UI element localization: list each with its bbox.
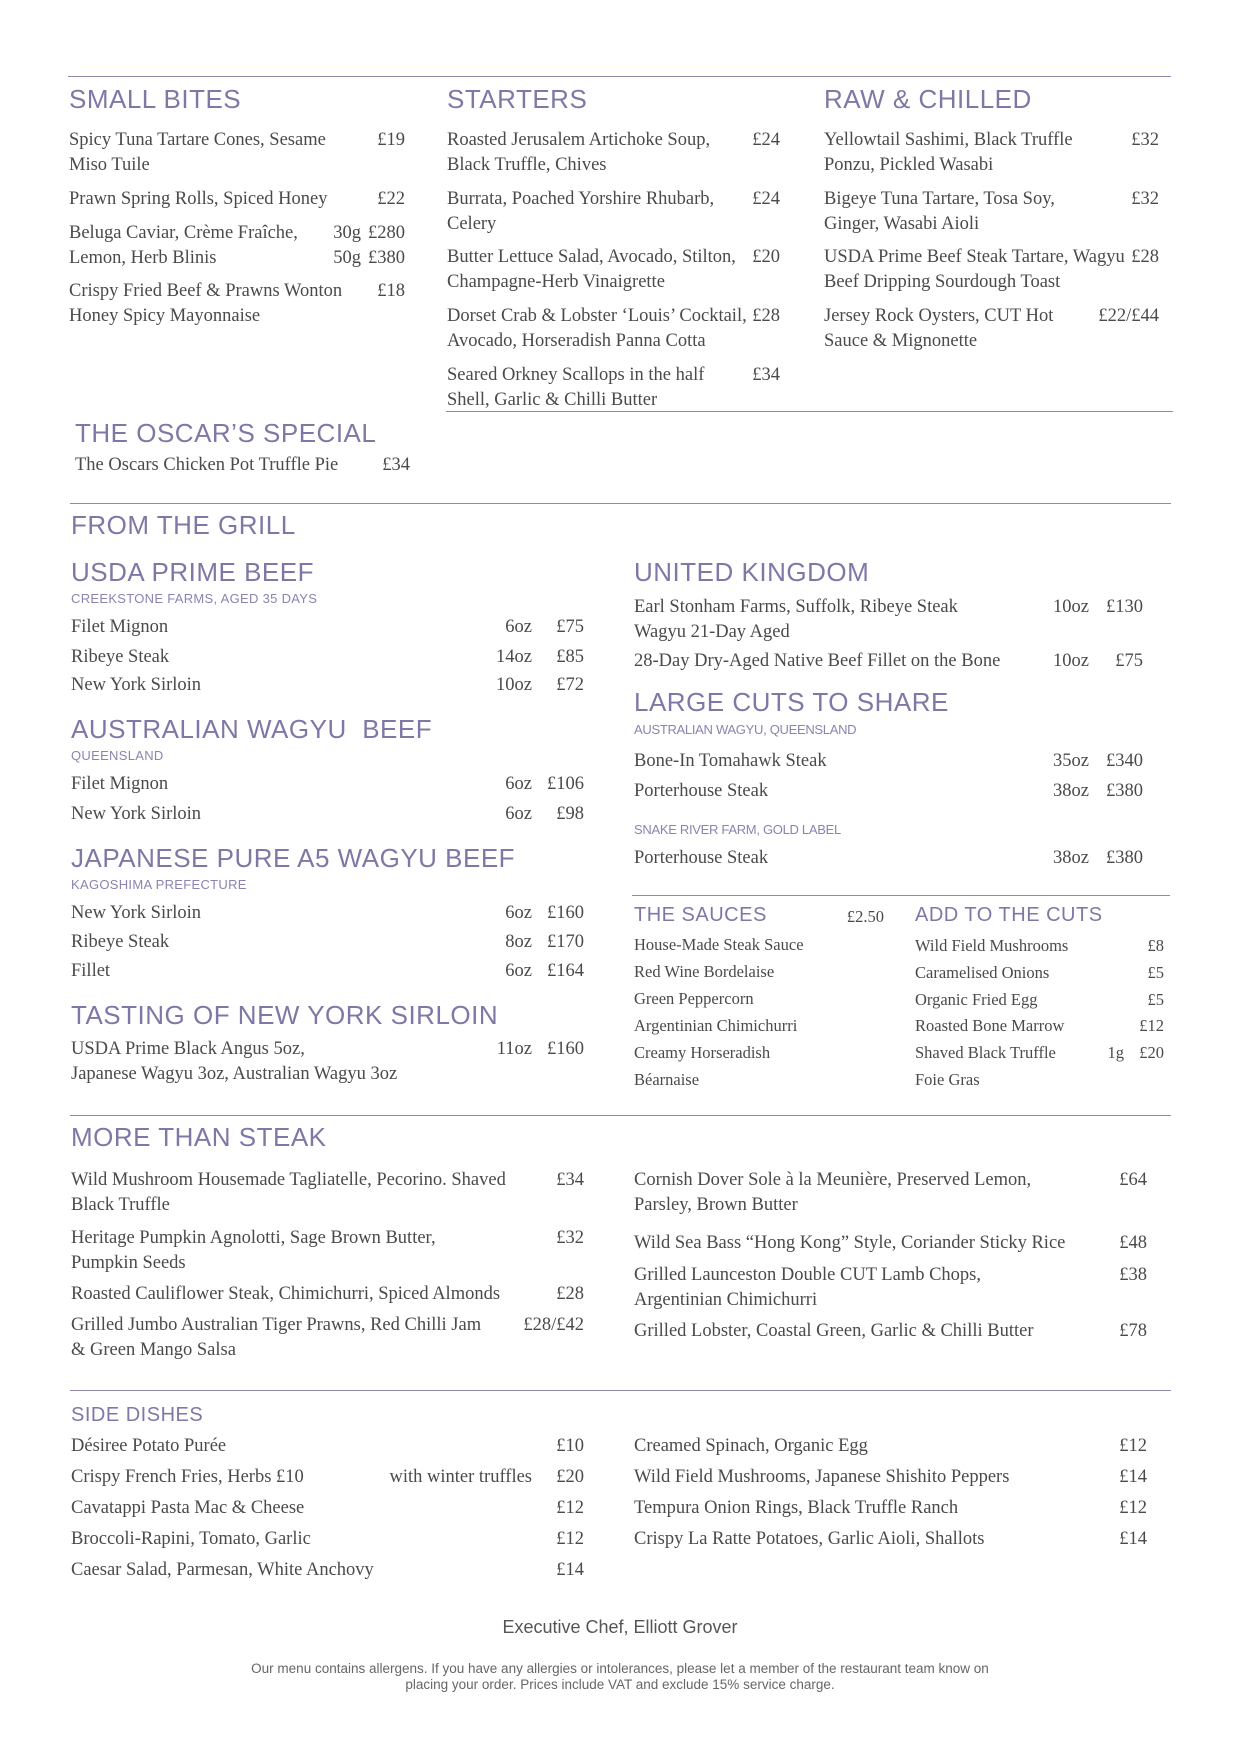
- allergen-notice: Our menu contains allergens. If you have any allergies or intolerances, please let a member of the restaurant team know on placing your order. Prices include VAT and exclude 15% service charge.: [251, 1661, 989, 1692]
- menu-item: New York Sirloin 6oz £160: [71, 903, 584, 923]
- menu-item: Wild Mushroom Housemade Tagliatelle, Pecorino. Shaved Black Truffle £34: [71, 1170, 584, 1215]
- menu-item: Crispy La Ratte Potatoes, Garlic Aioli, Shallots £14: [634, 1529, 1147, 1549]
- menu-item: Heritage Pumpkin Agnolotti, Sage Brown Butter, Pumpkin Seeds £32: [71, 1228, 584, 1273]
- sides-divider: [70, 1390, 1171, 1391]
- sauce-item: House-Made Steak Sauce: [634, 935, 804, 954]
- japanese-wagyu-heading: JAPANESE PURE A5 WAGYU BEEF: [71, 843, 516, 873]
- more-divider: [70, 1115, 1171, 1116]
- menu-item-line2: Wagyu 21-Day Aged: [634, 622, 790, 642]
- addon-item: Shaved Black Truffle 1g £20: [915, 1043, 1164, 1062]
- menu-item-oscar-pie: The Oscars Chicken Pot Truffle Pie £34: [75, 455, 410, 475]
- menu-item: Butter Lettuce Salad, Avocado, Stilton, Champagne-Herb Vinaigrette £20: [447, 247, 780, 292]
- menu-item: USDA Prime Beef Steak Tartare, Wagyu Beef Dripping Sourdough Toast £28: [824, 247, 1159, 292]
- japanese-subtitle: KAGOSHIMA PREFECTURE: [71, 877, 247, 892]
- addon-item: Roasted Bone Marrow £12: [915, 1016, 1164, 1035]
- menu-item: Caesar Salad, Parmesan, White Anchovy £14: [71, 1560, 584, 1580]
- large-cuts-subtitle-1: AUSTRALIAN WAGYU, QUEENSLAND: [634, 722, 857, 737]
- menu-item: Burrata, Poached Yorshire Rhubarb, Celery £24: [447, 189, 780, 234]
- menu-item-caviar-30g: Beluga Caviar, Crème Fraîche, 30g £280: [69, 223, 405, 243]
- add-to-cuts-heading: ADD TO THE CUTS: [915, 904, 1103, 926]
- starters-heading: STARTERS: [447, 84, 588, 114]
- australian-subtitle: QUEENSLAND: [71, 748, 164, 763]
- menu-item: Earl Stonham Farms, Suffolk, Ribeye Steak 10oz £130: [634, 597, 1143, 617]
- menu-item: Grilled Lobster, Coastal Green, Garlic & Chilli Butter £78: [634, 1321, 1147, 1341]
- menu-item: Seared Orkney Scallops in the half Shell, Garlic & Chilli Butter £34: [447, 365, 780, 410]
- menu-item: Porterhouse Steak 38oz £380: [634, 848, 1143, 868]
- sauce-item: Argentinian Chimichurri: [634, 1016, 798, 1035]
- usda-subtitle: CREEKSTONE FARMS, AGED 35 DAYS: [71, 591, 318, 606]
- menu-item: Broccoli-Rapini, Tomato, Garlic £12: [71, 1529, 584, 1549]
- menu-item: Ribeye Steak 14oz £85: [71, 647, 584, 667]
- menu-item: Fillet 6oz £164: [71, 961, 584, 981]
- menu-item: Yellowtail Sashimi, Black Truffle Ponzu, Pickled Wasabi £32: [824, 130, 1159, 175]
- menu-item: Wild Field Mushrooms, Japanese Shishito Peppers £14: [634, 1467, 1147, 1487]
- menu-item: Tempura Onion Rings, Black Truffle Ranch £12: [634, 1498, 1147, 1518]
- addon-item: Foie Gras: [915, 1070, 980, 1089]
- sauces-divider: [632, 895, 1170, 896]
- united-kingdom-heading: UNITED KINGDOM: [634, 557, 870, 587]
- menu-item-caviar-50g: Lemon, Herb Blinis 50g £380: [69, 248, 405, 268]
- oscars-special-heading: THE OSCAR’S SPECIAL: [75, 418, 377, 448]
- executive-chef: Executive Chef, Elliott Grover: [502, 1617, 738, 1637]
- usda-prime-heading: USDA PRIME BEEF: [71, 557, 314, 587]
- sauce-item: Green Peppercorn: [634, 989, 754, 1008]
- menu-item: Filet Mignon 6oz £106: [71, 774, 584, 794]
- oscar-divider: [446, 411, 1173, 412]
- menu-item: New York Sirloin 10oz £72: [71, 675, 584, 695]
- menu-item: Wild Sea Bass “Hong Kong” Style, Coriander Sticky Rice £48: [634, 1233, 1147, 1253]
- menu-item: Désiree Potato Purée £10: [71, 1436, 584, 1456]
- addon-item: Wild Field Mushrooms £8: [915, 936, 1164, 955]
- menu-item: Grilled Jumbo Australian Tiger Prawns, Red Chilli Jam & Green Mango Salsa £28/£42: [71, 1315, 584, 1360]
- sauces-price: £2.50: [846, 907, 884, 926]
- menu-item: Jersey Rock Oysters, CUT Hot Sauce & Mignonette £22/£44: [824, 306, 1159, 351]
- tasting-heading: TASTING OF NEW YORK SIRLOIN: [71, 1000, 499, 1030]
- menu-item: Porterhouse Steak 38oz £380: [634, 781, 1143, 801]
- menu-item: Roasted Jerusalem Artichoke Soup, Black Truffle, Chives £24: [447, 130, 780, 175]
- sauce-item: Red Wine Bordelaise: [634, 962, 775, 981]
- large-cuts-heading: LARGE CUTS TO SHARE: [634, 687, 949, 717]
- top-divider: [68, 76, 1171, 77]
- grill-divider: [70, 503, 1171, 504]
- menu-item: Crispy Fried Beef & Prawns Wonton Honey Spicy Mayonnaise £18: [69, 281, 405, 326]
- menu-item: Cavatappi Pasta Mac & Cheese £12: [71, 1498, 584, 1518]
- large-cuts-subtitle-2: SNAKE RIVER FARM, GOLD LABEL: [634, 822, 841, 837]
- menu-item: Dorset Crab & Lobster ‘Louis’ Cocktail, Avocado, Horseradish Panna Cotta £28: [447, 306, 780, 351]
- addon-item: Organic Fried Egg £5: [915, 990, 1164, 1009]
- menu-item: New York Sirloin 6oz £98: [71, 804, 584, 824]
- small-bites-heading: SMALL BITES: [69, 84, 242, 114]
- sauce-item: Creamy Horseradish: [634, 1043, 771, 1062]
- more-than-steak-heading: MORE THAN STEAK: [71, 1122, 327, 1152]
- side-dishes-heading: SIDE DISHES: [71, 1404, 204, 1426]
- menu-item: Bone-In Tomahawk Steak 35oz £340: [634, 751, 1143, 771]
- menu-item: Prawn Spring Rolls, Spiced Honey £22: [69, 189, 405, 209]
- menu-item-tasting: USDA Prime Black Angus 5oz, 11oz £160: [71, 1039, 584, 1059]
- addon-item: Caramelised Onions £5: [915, 963, 1164, 982]
- menu-item: Ribeye Steak 8oz £170: [71, 932, 584, 952]
- from-the-grill-heading: FROM THE GRILL: [71, 510, 296, 540]
- menu-item: Creamed Spinach, Organic Egg £12: [634, 1436, 1147, 1456]
- menu-item: Cornish Dover Sole à la Meunière, Preserved Lemon, Parsley, Brown Butter £64: [634, 1170, 1147, 1215]
- raw-chilled-heading: RAW & CHILLED: [824, 84, 1032, 114]
- menu-item: Filet Mignon 6oz £75: [71, 617, 584, 637]
- menu-item: Roasted Cauliflower Steak, Chimichurri, Spiced Almonds £28: [71, 1284, 584, 1304]
- menu-item: Bigeye Tuna Tartare, Tosa Soy, Ginger, Wasabi Aioli £32: [824, 189, 1159, 234]
- sauce-item: Béarnaise: [634, 1070, 700, 1089]
- menu-item-tasting-line2: Japanese Wagyu 3oz, Australian Wagyu 3oz: [71, 1064, 398, 1084]
- menu-item: Grilled Launceston Double CUT Lamb Chops, Argentinian Chimichurri £38: [634, 1265, 1147, 1310]
- australian-wagyu-heading: AUSTRALIAN WAGYU BEEF: [71, 714, 433, 744]
- sauces-heading: THE SAUCES: [634, 904, 767, 926]
- menu-item: Crispy French Fries, Herbs £10 with winter truffles £20: [71, 1467, 584, 1487]
- menu-item: Spicy Tuna Tartare Cones, Sesame Miso Tuile £19: [69, 130, 405, 175]
- menu-item: 28-Day Dry-Aged Native Beef Fillet on the Bone 10oz £75: [634, 651, 1143, 671]
